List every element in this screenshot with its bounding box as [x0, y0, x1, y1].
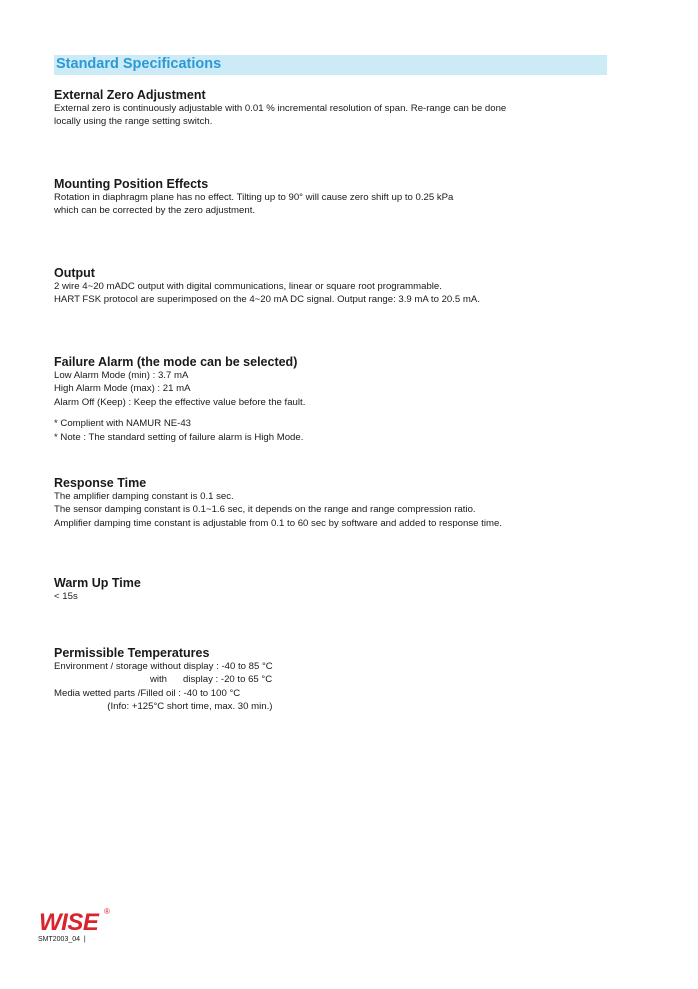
note-line: * Complient with NAMUR NE-43	[54, 418, 192, 430]
wise-logo	[38, 903, 118, 935]
body-line: < 15s	[54, 591, 78, 602]
section-heading: Warm Up Time	[54, 576, 141, 590]
body-line: with display : -20 to 65 °C	[54, 674, 273, 686]
body-line: High Alarm Mode (max) : 21 mA	[54, 383, 191, 395]
section-heading: Permissible Temperatures	[54, 646, 210, 660]
section-warm-up-time	[54, 576, 141, 603]
body-line: which can be corrected by the zero adjustment.	[54, 205, 256, 217]
body-line: Media wetted parts /Filled oil : -40 to 100 °C	[54, 687, 241, 699]
section-heading: Mounting Position Effects	[54, 177, 209, 191]
section-mounting-position	[54, 177, 453, 218]
section-heading: External Zero Adjustment	[54, 88, 206, 102]
note-line: * Note : The standard setting of failure alarm is High Mode.	[54, 431, 304, 443]
page-title: Standard Specifications	[56, 56, 222, 72]
body-line: Amplifier damping time constant is adjustable from 0.1 to 60 sec by software and added to response time.	[54, 517, 502, 529]
body-line: (Info: +125°C short time, max. 30 min.)	[54, 701, 273, 713]
body-line: HART FSK protocol are superimposed on the 4~20 mA DC signal. Output range: 3.9 mA to 20.5 mA.	[54, 294, 480, 306]
section-heading: Output	[54, 266, 95, 280]
section-title-bar	[54, 55, 607, 75]
section-response-time	[54, 476, 502, 530]
body-line: Rotation in diaphragm plane has no effect. Tilting up to 90° will cause zero shift up to 0.25 kPa	[54, 192, 454, 203]
body-line: Environment / storage without display : -40 to 85 °C	[54, 661, 273, 672]
section-heading: Failure Alarm (the mode can be selected)	[54, 355, 298, 369]
section-external-zero	[54, 88, 506, 129]
body-line: 2 wire 4~20 mADC output with digital communications, linear or square root programmable.	[54, 281, 442, 292]
body-line: The sensor damping constant is 0.1~1.6 sec, it depends on the range and range compression ratio.	[54, 504, 476, 516]
registered-mark: ®	[104, 907, 110, 916]
body-line: Alarm Off (Keep) : Keep the effective value before the fault.	[54, 396, 306, 408]
logo-text: WISE	[39, 909, 99, 935]
body-line: locally using the range setting switch.	[54, 116, 213, 128]
section-output	[54, 266, 480, 307]
body-line: External zero is continuously adjustable with 0.01 % incremental resolution of span. Re-range can be done	[54, 103, 507, 114]
doc-code-separator: |	[83, 936, 86, 943]
doc-code-text: SMT2003_04	[38, 936, 81, 943]
section-heading: Response Time	[54, 476, 147, 490]
body-line: Low Alarm Mode (min) : 3.7 mA	[54, 370, 189, 381]
section-failure-alarm	[54, 355, 305, 444]
body-line: The amplifier damping constant is 0.1 sec.	[54, 491, 234, 502]
document-code	[38, 936, 86, 943]
section-permissible-temperatures	[54, 646, 273, 714]
